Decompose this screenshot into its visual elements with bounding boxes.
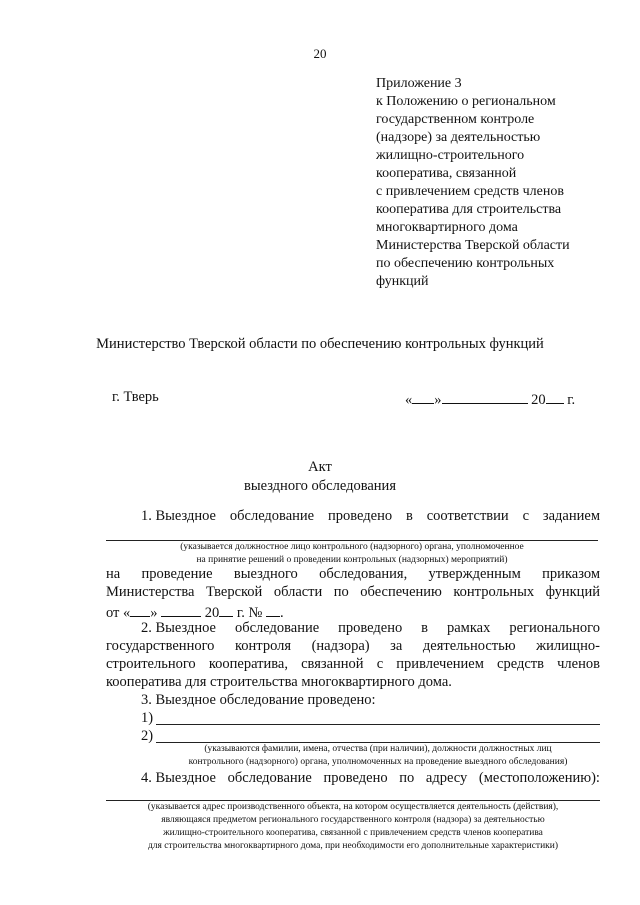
order-year-prefix: 20 <box>204 605 220 621</box>
p1-line2 <box>106 566 600 583</box>
caption-line: (указываются фамилии, имена, отчества (при наличии), должности должностных лиц <box>204 744 552 754</box>
word: Тверской <box>205 584 263 600</box>
word: утвержденным <box>428 566 521 582</box>
act-title <box>0 458 640 496</box>
p2-line2 <box>106 638 600 655</box>
caption-line: (указывается должностное лицо контрольного (надзорного) органа, уполномоченное <box>180 542 524 552</box>
appendix-line: с привлечением средств членов <box>376 184 564 199</box>
order-date-open: от « <box>106 605 131 621</box>
word: проведено <box>338 620 403 636</box>
word: рамках <box>446 620 491 636</box>
appendix-line: государственном контроле <box>376 112 535 127</box>
word: (местоположению): <box>478 770 600 786</box>
order-year-blank <box>219 602 233 617</box>
date-quote-close: » <box>434 392 442 408</box>
appendix-line: Министерства Тверской области <box>376 238 570 253</box>
word: деятельностью <box>422 638 516 654</box>
caption-line: контрольного (надзорного) органа, уполномоченных на проведение выездного обследования) <box>188 757 568 767</box>
order-number-blank <box>266 602 280 617</box>
word: на <box>106 566 121 582</box>
word: заданием <box>542 508 600 524</box>
caption-line: являющаяся предметом регионального государственного контроля (надзора) за деятельностью <box>161 815 545 825</box>
word: 4. Выездное <box>141 770 216 786</box>
word: контрольных <box>453 584 535 600</box>
word: 2. Выездное <box>141 620 216 636</box>
appendix-line: к Положению о региональном <box>376 94 556 109</box>
word: в <box>421 620 429 636</box>
word: по <box>333 584 349 600</box>
p2-line3 <box>106 656 600 673</box>
word: контроля <box>234 638 292 654</box>
order-date-close: » <box>150 605 158 621</box>
inspector-1-label: 1) <box>141 710 154 726</box>
order-month-blank <box>161 602 201 617</box>
word: обследования, <box>319 566 408 582</box>
word: проведено <box>323 770 388 786</box>
order-day-blank <box>130 602 150 617</box>
order-number-label: г. № <box>236 605 263 621</box>
word: за <box>390 638 403 654</box>
month-blank <box>442 389 528 404</box>
year-prefix: 20 <box>531 392 546 408</box>
p2-line1 <box>141 620 600 637</box>
word: адресу <box>425 770 468 786</box>
date-field <box>405 389 575 409</box>
word: функций <box>545 584 600 600</box>
year-blank <box>546 389 564 404</box>
page-number: 20 <box>313 46 327 61</box>
appendix-block <box>376 75 606 291</box>
caption-line: на принятие решений о проведении контрольных (надзорных) мероприятий) <box>196 555 508 565</box>
word: приказом <box>542 566 600 582</box>
word: обследование <box>234 620 320 636</box>
word: регионального <box>509 620 600 636</box>
appendix-line: кооператива, связанной <box>376 166 517 181</box>
appendix-line: кооператива для строительства <box>376 202 562 217</box>
ministry-name: Министерство Тверской области по обеспечению контрольных функций <box>96 336 544 352</box>
word: кооператива, <box>208 656 288 672</box>
appendix-line: Приложение 3 <box>376 76 462 91</box>
word: строительного <box>106 656 196 672</box>
act-title-line1: Акт <box>308 459 332 475</box>
word: обследование <box>229 508 315 524</box>
year-suffix: г. <box>567 392 576 408</box>
p3-heading: 3. Выездное обследование проведено: <box>141 692 376 708</box>
appendix-line: многоквартирного дома <box>376 220 518 235</box>
word: проведение <box>141 566 213 582</box>
word: привлечением <box>396 656 484 672</box>
caption-line: для строительства многоквартирного дома, при необходимости его дополнительные характеристики) <box>147 841 559 851</box>
word: с <box>376 656 384 672</box>
inspectors-caption <box>156 743 600 769</box>
inspector-2-label: 2) <box>141 728 154 744</box>
word: проведено <box>328 508 393 524</box>
appendix-line: функций <box>376 274 429 289</box>
word: по <box>399 770 415 786</box>
word: обеспечению <box>360 584 442 600</box>
p1-line1 <box>141 508 600 525</box>
date-quote-open: « <box>405 392 413 408</box>
word: (надзора) <box>311 638 370 654</box>
order-end: . <box>279 605 284 621</box>
appendix-line: (надзоре) за деятельностью <box>376 130 541 145</box>
p4-line1 <box>141 770 600 787</box>
word: с <box>522 508 529 524</box>
word: связанной <box>301 656 364 672</box>
p1-line3 <box>106 584 600 601</box>
appendix-line: по обеспечению контрольных <box>376 256 555 271</box>
day-blank <box>412 389 434 404</box>
word: выездного <box>233 566 298 582</box>
word: 1. Выездное <box>141 508 216 524</box>
word: в <box>405 508 413 524</box>
word: средств <box>497 656 544 672</box>
word: жилищно- <box>536 638 600 654</box>
word: Министерства <box>106 584 195 600</box>
act-title-line2: выездного обследования <box>244 478 396 494</box>
p2-line4: кооператива для строительства многоквартирного дома. <box>106 674 452 690</box>
address-caption <box>96 801 610 853</box>
word: обследование <box>227 770 312 786</box>
caption-line: (указывается адрес производственного объекта, на котором осуществляется деятельность (действия), <box>147 802 559 812</box>
word: членов <box>557 656 600 672</box>
caption-line: жилищно-строительного кооператива, связанной с привлечением средств членов кооператива <box>163 828 543 838</box>
word: государственного <box>106 638 215 654</box>
appendix-line: жилищно-строительного <box>376 148 525 163</box>
word: соответствии <box>426 508 509 524</box>
word: области <box>273 584 323 600</box>
inspector-1-line <box>156 724 600 725</box>
assignment-caption <box>106 541 598 567</box>
p1-line4 <box>106 602 284 622</box>
city: г. Тверь <box>112 389 159 405</box>
